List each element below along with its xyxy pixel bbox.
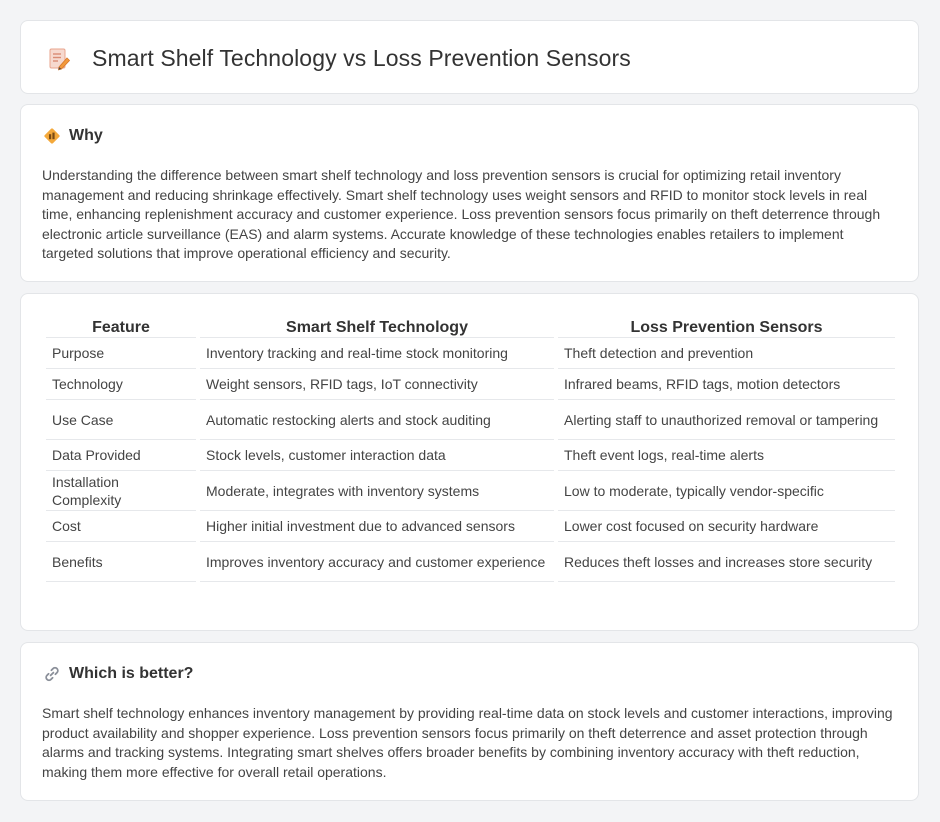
- row-loss-prevention: Infrared beams, RFID tags, motion detectors: [558, 369, 895, 400]
- why-card: [20, 104, 919, 282]
- comparison-table: [42, 318, 899, 582]
- why-paragraph: Understanding the difference between smart shelf technology and loss prevention sensors is crucial for optimizing retail inventory management and reducing shrinkage effectively. Smart shelf technology uses weight sensors and RFID to monitor stock levels in real time, enhancing replenishment accuracy and customer experience. Loss prevention sensors focus primarily on theft deterrence through electronic article surveillance (EAS) and alarm systems. Accurate knowledge of these technologies enables retailers to implement targeted solutions that improve operational efficiency and security.: [42, 167, 881, 262]
- diamond-warning-icon: [43, 127, 61, 145]
- table-row: [46, 338, 895, 369]
- row-loss-prevention: Lower cost focused on security hardware: [558, 511, 895, 542]
- table-row: [46, 542, 895, 582]
- row-loss-prevention: Alerting staff to unauthorized removal or tampering: [558, 400, 895, 440]
- header-feature: Feature: [46, 318, 196, 338]
- link-icon: [43, 665, 61, 683]
- row-smart-shelf: Improves inventory accuracy and customer experience: [200, 542, 554, 582]
- row-feature: Cost: [46, 511, 196, 542]
- row-feature: Purpose: [46, 338, 196, 369]
- table-row: [46, 400, 895, 440]
- header-loss-prevention: Loss Prevention Sensors: [558, 318, 895, 338]
- table-header-row: [46, 318, 895, 338]
- row-smart-shelf: Moderate, integrates with inventory systems: [200, 471, 554, 511]
- row-feature: Use Case: [46, 400, 196, 440]
- row-feature: Benefits: [46, 542, 196, 582]
- row-smart-shelf: Higher initial investment due to advanced sensors: [200, 511, 554, 542]
- comparison-card: [20, 293, 919, 631]
- why-heading: Why: [69, 127, 103, 144]
- row-loss-prevention: Reduces theft losses and increases store security: [558, 542, 895, 582]
- row-feature: Installation Complexity: [46, 471, 196, 511]
- row-smart-shelf: Inventory tracking and real-time stock monitoring: [200, 338, 554, 369]
- row-smart-shelf: Automatic restocking alerts and stock auditing: [200, 400, 554, 440]
- row-feature: Technology: [46, 369, 196, 400]
- better-section-header: [43, 665, 193, 683]
- title-row: [46, 45, 631, 72]
- table-row: [46, 511, 895, 542]
- row-loss-prevention: Low to moderate, typically vendor-specific: [558, 471, 895, 511]
- page-title: Smart Shelf Technology vs Loss Prevention Sensors: [92, 45, 631, 71]
- better-paragraph: Smart shelf technology enhances inventory management by providing real-time data on stock levels and customer interactions, improving product availability and shopper experience. Loss prevention sensors focus primarily on theft deterrence and asset protection through alarms and tracking systems. Integrating smart shelves offers broader benefits by combining inventory accuracy with theft reduction, making them more effective for overall retail operations.: [42, 705, 893, 780]
- which-better-card: [20, 642, 919, 801]
- document-pencil-icon: [46, 46, 72, 72]
- table-row: [46, 440, 895, 471]
- table-row: [46, 471, 895, 511]
- row-feature: Data Provided: [46, 440, 196, 471]
- row-loss-prevention: Theft event logs, real-time alerts: [558, 440, 895, 471]
- better-heading: Which is better?: [69, 665, 194, 682]
- row-smart-shelf: Weight sensors, RFID tags, IoT connectivity: [200, 369, 554, 400]
- table-row: [46, 369, 895, 400]
- row-smart-shelf: Stock levels, customer interaction data: [200, 440, 554, 471]
- why-section-header: [43, 127, 103, 145]
- title-card: [20, 20, 919, 94]
- row-loss-prevention: Theft detection and prevention: [558, 338, 895, 369]
- header-smart-shelf: Smart Shelf Technology: [200, 318, 554, 338]
